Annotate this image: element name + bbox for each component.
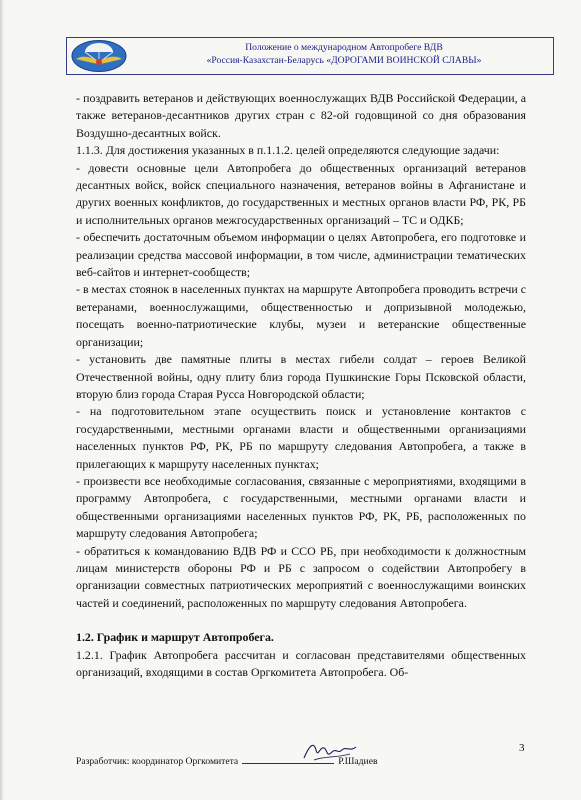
paragraph-task-media: - обеспечить достаточным объемом информации о целях Автопробега, его подготовке и реализации средства массовой информации, в том числе, администрации тематических веб-сайтов и интернет-сообществ; xyxy=(76,230,526,280)
airborne-emblem-icon xyxy=(70,39,128,73)
signature-line xyxy=(242,763,334,764)
paragraph-congratulate: - поздравить ветеранов и действующих военнослужащих ВДВ Российской Федерации, а также ветеранов-десантников других стран с 82-ой годовщиной со дня образования Воздушно-десантных войск. xyxy=(76,91,526,140)
footer-developer-label: Разработчик: координатор Оргкомитета xyxy=(76,756,239,767)
section-spacer xyxy=(76,612,526,629)
header-line-1: Положение о международном Автопробеге ВДВ xyxy=(245,42,443,53)
paragraph-task-contacts: - на подготовительном этапе осуществить поиск и установление контактов с государственными, местными органами власти и общественными организациями населенных пунктов РФ, РК, РБ по маршруту следования Автопробега, а также в прилегающих к маршруту населенных пунктах; xyxy=(76,404,526,471)
paragraph-tasks-intro: 1.1.3. Для достижения указанных в п.1.1.2. целей определяются следующие задачи: xyxy=(76,143,500,158)
section-heading: 1.2. График и маршрут Автопробега. xyxy=(76,630,274,645)
header-title xyxy=(139,41,549,67)
paragraph-schedule: 1.2.1. График Автопробега рассчитан и согласован представителями общественных организаций, входящими в состав Оргкомитета Автопробега. Об- xyxy=(76,647,526,679)
paragraph-task-approvals: - произвести все необходимые согласования, связанные с мероприятиями, входящими в программу Автопробега, с государственными, местными органами власти и общественными организациями населенных пунктов РФ, РК, РБ, расположенных по маршруту следования Автопробега; xyxy=(76,473,526,541)
paragraph-task-command: - обратиться к командованию ВДВ РФ и ССО РБ, при необходимости к должностным лицам министерств обороны РФ и РБ с запросом о содействии Автопробегу в организации совместных патриотических мероприятий с военнослужащими воинских частей и соединений, расположенных по маршруту следования Автопробега. xyxy=(76,543,526,610)
page-header xyxy=(66,37,554,75)
footer-signer-name: Р.Шадиев xyxy=(338,756,378,767)
header-line-2: «Россия-Казахстан-Беларусь «ДОРОГАМИ ВОИНСКОЙ СЛАВЫ» xyxy=(206,55,482,66)
paragraph-task-goals: - довести основные цели Автопробега до общественных организаций ветеранов десантных войск, войск специального назначения, ветеранов войны в Афганистане и других военных конфликтов, до государственных и местных органов власти РФ, РК, РБ и исполнительных органов межгосударственных организаций – ТС и ОДКБ; xyxy=(76,160,526,227)
paragraph-task-plaques: - установить две памятные плиты в местах гибели солдат – героев Великой Отечественной войны, одну плиту близ города Пушкинские Горы Псковской области, вторую близ города Старая Русса Новгородской области; xyxy=(76,352,526,401)
paragraph-task-meetings: - в местах стоянок в населенных пунктах на маршруте Автопробега проводить встречи с ветеранами, военнослужащими, общественностью и допризывной молодежью, посещать военно-патриотические клубы, музеи и ветеранские общественные организации; xyxy=(76,282,526,349)
page-footer xyxy=(76,756,496,767)
document-body xyxy=(76,90,526,681)
page-number: 3 xyxy=(519,742,525,754)
